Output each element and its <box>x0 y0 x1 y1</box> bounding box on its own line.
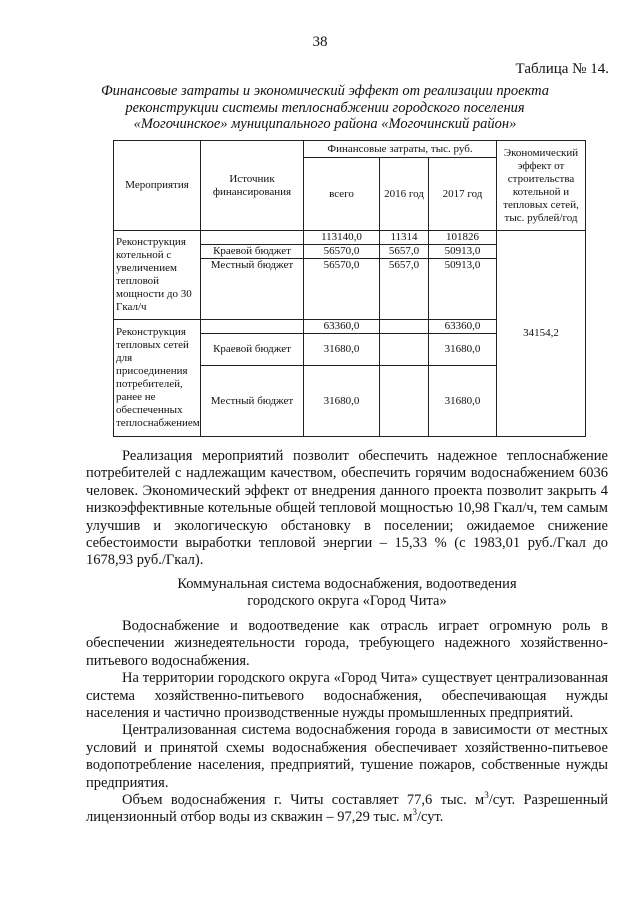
cell-2017: 31680,0 <box>429 334 497 366</box>
header-costs: Финансовые затраты, тыс. руб. <box>304 141 497 158</box>
cell-source: Местный бюджет <box>201 259 304 320</box>
paragraph-text: Централизованная система водоснабжения города в зависимости от местных условий и принятой схемы водоснабжения обеспечивает хозяйственно-питьевое водопотребление населения, предприятий, тушение пожаров, собственные нужды предприятия. <box>86 722 608 791</box>
heading-line: Коммунальная система водоснабжения, водоотведения <box>177 576 517 592</box>
cell-total: 56570,0 <box>304 245 380 259</box>
section-body <box>86 618 608 827</box>
header-2016: 2016 год <box>380 158 429 231</box>
cell-2016 <box>380 320 429 334</box>
cell-2016 <box>380 366 429 437</box>
header-measures: Мероприятия <box>114 141 201 231</box>
cell-2017: 31680,0 <box>429 366 497 437</box>
caption-line: «Могочинское» муниципального района «Могочинский район» <box>133 116 517 132</box>
heading-line: городского округа «Город Чита» <box>247 593 447 610</box>
cell-2016: 5657,0 <box>380 245 429 259</box>
paragraph-text: Водоснабжение и водоотведение как отрасль играет огромную роль в обеспечении жизнедеятельности города, требующего надежного хозяйственно-питьевого водоснабжения. <box>86 618 608 669</box>
cell-source: Краевой бюджет <box>201 334 304 366</box>
caption-line: реконструкции системы теплоснабжении городского поселения <box>125 99 525 116</box>
cell-total: 31680,0 <box>304 366 380 437</box>
cell-2016: 5657,0 <box>380 259 429 320</box>
cell-source: Местный бюджет <box>201 366 304 437</box>
cell-source: Краевой бюджет <box>201 245 304 259</box>
cell-total: 31680,0 <box>304 334 380 366</box>
cell-2017: 50913,0 <box>429 245 497 259</box>
cell-source <box>201 231 304 245</box>
header-2017: 2017 год <box>429 158 497 231</box>
caption-line: Финансовые затраты и экономический эффект от реализации проекта <box>100 83 550 99</box>
paragraph-volume <box>86 792 608 827</box>
paragraph-implementation <box>86 448 608 570</box>
cell-total: 113140,0 <box>304 231 380 245</box>
table-caption <box>100 83 550 133</box>
cell-2016 <box>380 334 429 366</box>
superscript: 3 <box>484 790 489 801</box>
section-heading <box>86 576 608 611</box>
measure-boiler: Реконструкция котельной с увеличением тепловой мощности до 30 Гкал/ч <box>114 231 201 320</box>
cell-total: 56570,0 <box>304 259 380 320</box>
table-label: Таблица № 14. <box>515 61 609 77</box>
measure-networks: Реконструкция тепловых сетей для присоединения потребителей, ранее не обеспеченных теплоснабжением <box>114 320 201 437</box>
paragraph-text: Реализация мероприятий позволит обеспечить надежное теплоснабжение потребителей с надлежащим качеством, обеспечить горячим водоснабжением 6036 человек. Экономический эффект от внедрения данного проекта позволит закрыть 4 низкоэффективные котельные общей тепловой мощностью 10,98 Гкал/ч, тем самым улучшив и экологическую обстановку в поселении; ожидаемое снижение себестоимости выработки тепловой энергии – 15,33 % (с 1983,01 руб./Гкал до 1678,93 руб./Гкал). <box>86 448 608 569</box>
header-effect: Экономический эффект от строительства котельной и тепловых сетей, тыс. рублей/год <box>497 141 586 231</box>
page-number: 38 <box>312 34 328 50</box>
header-source: Источник финансирования <box>201 141 304 231</box>
cell-total: 63360,0 <box>304 320 380 334</box>
text-run: /сут. <box>416 809 444 826</box>
paragraph-text: На территории городского округа «Город Чита» существует централизованная система хозяйственно-питьевого водоснабжения, обеспечивающая нужды населения и частично производственные нужды промышленных предприятий. <box>86 670 608 722</box>
effect-value: 34154,2 <box>497 231 586 437</box>
cell-2016: 11314 <box>380 231 429 245</box>
header-total: всего <box>304 158 380 231</box>
text-run: /сут. Разрешенный лицензионный отбор воды из скважин – 97,29 тыс. м <box>86 792 608 826</box>
cell-2017: 63360,0 <box>429 320 497 334</box>
cell-source <box>201 320 304 334</box>
text-run: Объем водоснабжения г. Читы составляет 77,6 тыс. м <box>122 792 485 809</box>
superscript: 3 <box>412 807 417 818</box>
financial-table <box>113 140 586 437</box>
cell-2017: 50913,0 <box>429 259 497 320</box>
cell-2017: 101826 <box>429 231 497 245</box>
